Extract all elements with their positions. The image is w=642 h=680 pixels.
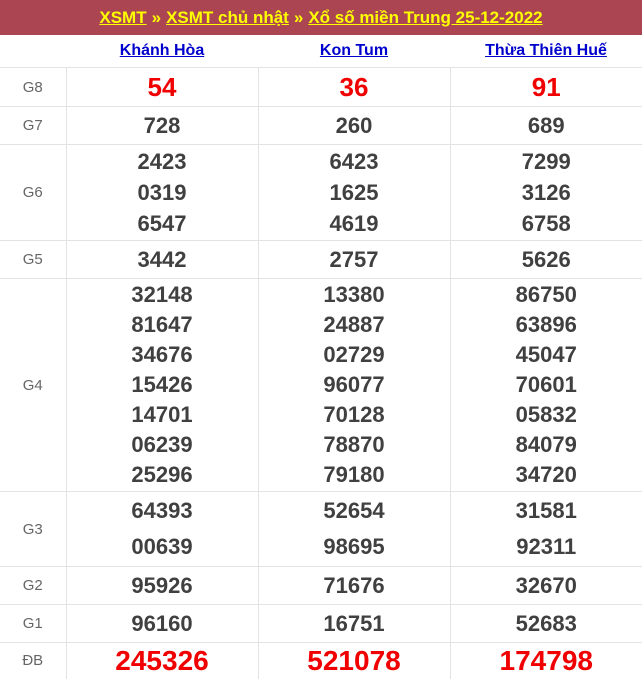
prize-number: 06239 [131, 432, 193, 457]
prize-number: 05832 [515, 402, 577, 427]
column-header-khanh-hoa [66, 42, 258, 60]
province-link-kon-tum[interactable]: Kon Tum [319, 42, 389, 59]
prize-row-g3 [0, 492, 642, 567]
province-link-khanh-hoa[interactable]: Khánh Hòa [119, 42, 205, 59]
prize-numbers-g6-col3 [450, 145, 642, 241]
prize-number: 1625 [329, 180, 379, 205]
prize-numbers-g1-col3 [450, 605, 642, 643]
prize-number: 71676 [323, 572, 385, 598]
breadcrumb-link-draw-date[interactable]: Xổ số miền Trung 25-12-2022 [308, 8, 543, 27]
prize-numbers-b-col3 [450, 643, 642, 679]
prize-number: 64393 [131, 498, 193, 523]
breadcrumb [0, 0, 642, 35]
prize-numbers-g7-col1 [66, 107, 258, 145]
prize-numbers-g2-col1 [66, 567, 258, 605]
prize-number: 84079 [515, 432, 577, 457]
breadcrumb-separator: » [151, 8, 162, 27]
prize-row-g5 [0, 241, 642, 279]
prize-number: 98695 [323, 534, 385, 559]
prize-numbers-g3-col3 [450, 492, 642, 567]
prize-number: 00639 [131, 534, 193, 559]
prize-number: 78870 [323, 432, 385, 457]
prize-number: 36 [339, 71, 369, 102]
breadcrumb-link-xsmt-sunday[interactable]: XSMT chủ nhật [166, 8, 289, 27]
prize-number: 81647 [131, 312, 193, 337]
prize-number: 2757 [329, 246, 379, 272]
prize-number: 95926 [131, 572, 193, 598]
province-header-row [0, 35, 642, 67]
prize-number: 15426 [131, 372, 193, 397]
prize-number: 92311 [516, 534, 577, 559]
prize-numbers-g6-col1 [66, 145, 258, 241]
prize-number: 31581 [515, 498, 577, 523]
prize-label-g3: G3 [22, 520, 43, 538]
prize-label-b: ĐB [22, 652, 44, 670]
prize-number: 25296 [131, 462, 193, 487]
prize-row-g4 [0, 279, 642, 492]
prize-number: 6547 [137, 211, 187, 236]
prize-numbers-g1-col2 [258, 605, 450, 643]
prize-numbers-g8-col2 [258, 68, 450, 107]
prize-number: 70128 [323, 402, 385, 427]
breadcrumb-separator: » [293, 8, 304, 27]
prize-label-g7: G7 [22, 117, 43, 134]
prize-numbers-g3-col2 [258, 492, 450, 567]
prize-numbers-g7-col3 [450, 107, 642, 145]
prize-number: 32670 [515, 572, 577, 598]
prize-number: 728 [143, 112, 181, 138]
breadcrumb-link-xsmt[interactable]: XSMT [99, 8, 147, 27]
prize-numbers-g7-col2 [258, 107, 450, 145]
prize-row-g8 [0, 68, 642, 107]
prize-number: 34676 [131, 342, 193, 367]
prize-numbers-g8-col1 [66, 68, 258, 107]
prize-number: 16751 [323, 610, 385, 636]
prize-number: 52683 [515, 610, 577, 636]
prize-numbers-g5-col1 [66, 241, 258, 279]
results-table [0, 67, 642, 679]
prize-number: 245326 [115, 644, 209, 676]
prize-number: 45047 [515, 342, 577, 367]
prize-label-g6: G6 [22, 184, 43, 201]
prize-numbers-g2-col3 [450, 567, 642, 605]
prize-row-g2 [0, 567, 642, 605]
prize-number: 70601 [515, 372, 577, 397]
prize-numbers-b-col2 [258, 643, 450, 679]
prize-number: 52654 [323, 498, 385, 523]
prize-number: 96160 [131, 610, 193, 636]
prize-numbers-g6-col2 [258, 145, 450, 241]
prize-numbers-g3-col1 [66, 492, 258, 567]
prize-label-g5: G5 [22, 251, 43, 268]
prize-numbers-g5-col3 [450, 241, 642, 279]
prize-number: 521078 [307, 644, 401, 676]
prize-row-g6 [0, 145, 642, 241]
prize-number: 4619 [329, 211, 379, 236]
prize-number: 7299 [521, 149, 571, 174]
prize-numbers-g4-col1 [66, 279, 258, 492]
prize-label-g4: G4 [22, 376, 43, 394]
prize-numbers-g8-col3 [450, 68, 642, 107]
prize-numbers-g4-col2 [258, 279, 450, 492]
prize-number: 260 [335, 112, 373, 138]
province-link-thua-thien-hue[interactable]: Thừa Thiên Huế [485, 42, 607, 59]
prize-number: 86750 [515, 282, 577, 307]
prize-number: 02729 [323, 342, 385, 367]
prize-number: 79180 [323, 462, 385, 487]
prize-label-g8: G8 [22, 78, 43, 96]
prize-label-g1: G1 [22, 615, 43, 632]
column-header-kon-tum [258, 42, 450, 60]
prize-number: 54 [147, 71, 177, 102]
prize-numbers-g2-col2 [258, 567, 450, 605]
prize-number: 91 [531, 71, 561, 102]
prize-number: 2423 [137, 149, 187, 174]
prize-number: 6758 [521, 211, 571, 236]
prize-number: 63896 [515, 312, 577, 337]
prize-row-g1 [0, 605, 642, 643]
prize-number: 14701 [131, 402, 193, 427]
prize-number: 0319 [137, 180, 187, 205]
prize-number: 32148 [131, 282, 193, 307]
prize-number: 13380 [323, 282, 385, 307]
column-header-thua-thien-hue [450, 42, 642, 60]
prize-number: 34720 [515, 462, 577, 487]
prize-label-g2: G2 [22, 577, 43, 594]
prize-number: 689 [527, 112, 565, 138]
prize-number: 3442 [137, 246, 187, 272]
prize-numbers-g5-col2 [258, 241, 450, 279]
prize-row-g7 [0, 107, 642, 145]
prize-numbers-g4-col3 [450, 279, 642, 492]
prize-row-b [0, 643, 642, 679]
prize-number: 6423 [329, 149, 379, 174]
prize-number: 174798 [499, 644, 593, 676]
prize-number: 5626 [521, 246, 571, 272]
prize-numbers-g1-col1 [66, 605, 258, 643]
prize-numbers-b-col1 [66, 643, 258, 679]
prize-number: 96077 [323, 372, 385, 397]
prize-number: 24887 [323, 312, 385, 337]
prize-number: 3126 [521, 180, 571, 205]
